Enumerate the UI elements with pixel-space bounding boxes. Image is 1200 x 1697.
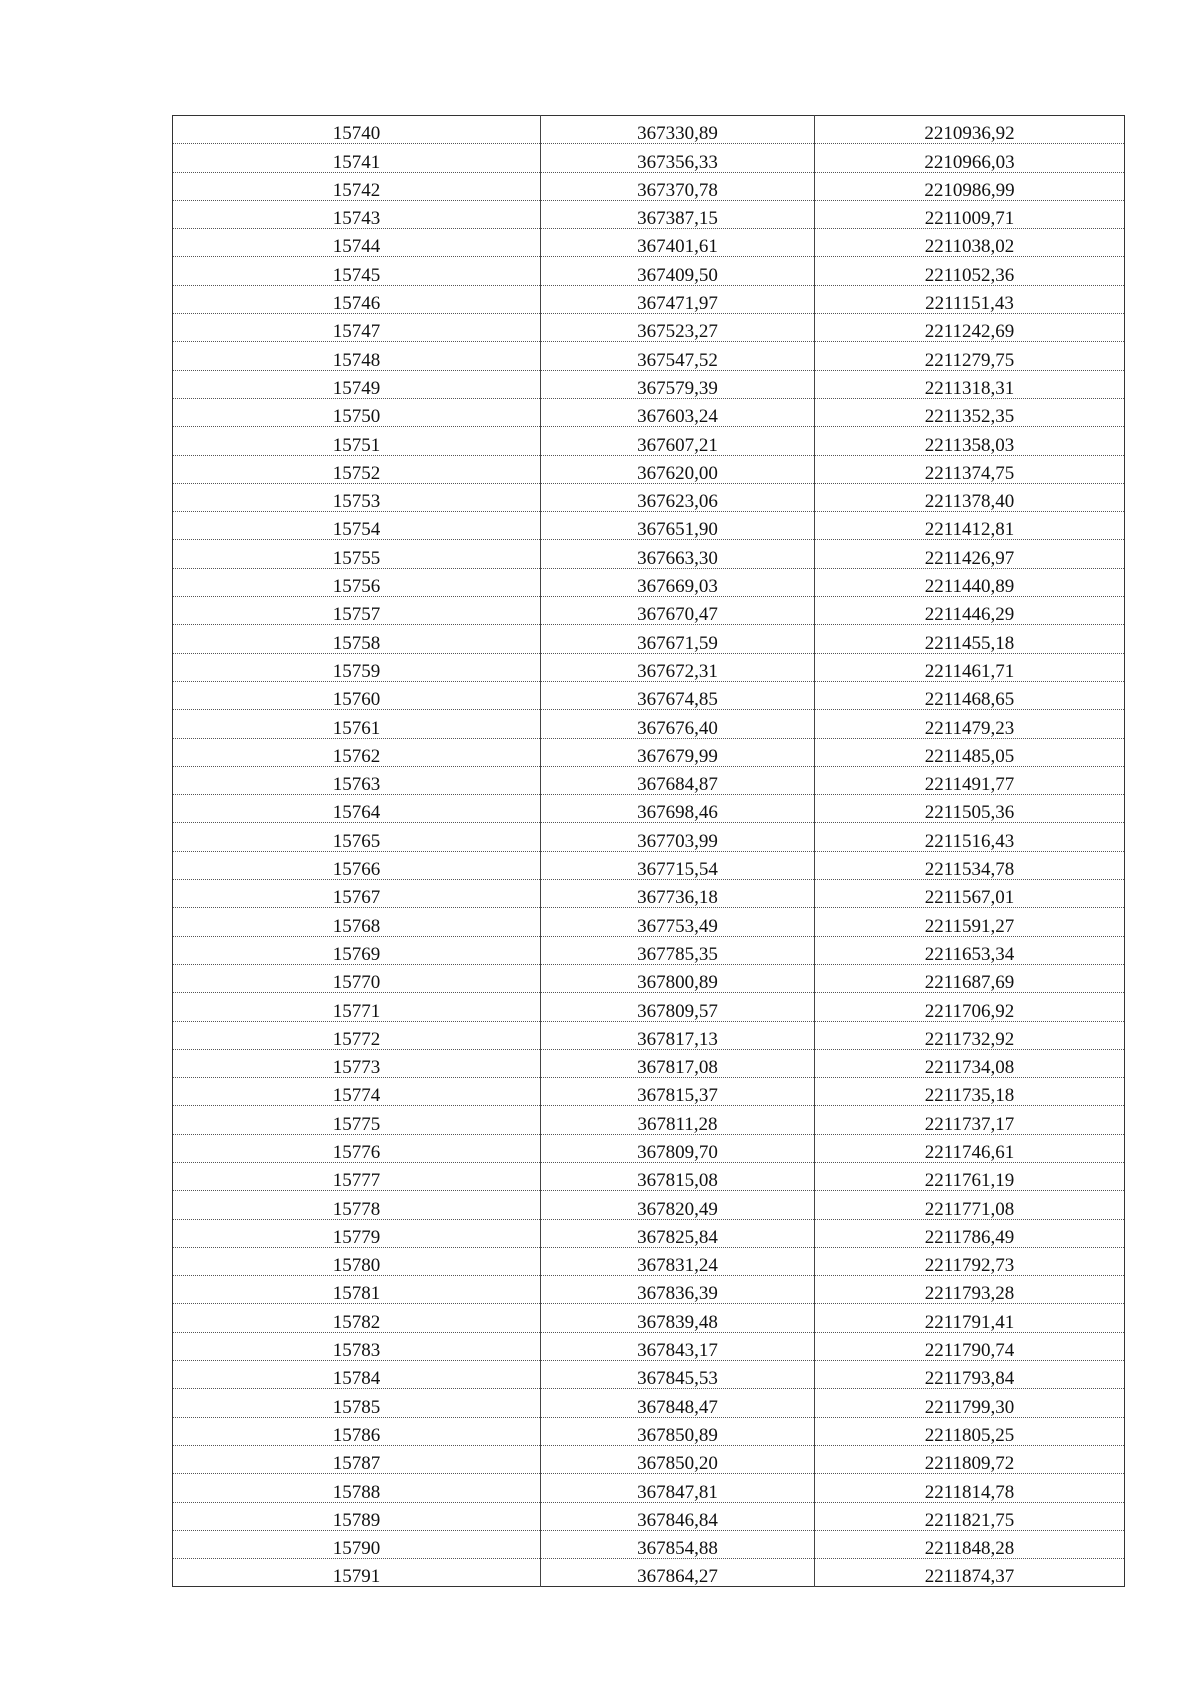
x-coordinate-cell: 367839,48 xyxy=(541,1304,815,1332)
table-row xyxy=(173,1078,1125,1106)
y-coordinate-cell: 2211653,34 xyxy=(815,936,1125,964)
y-coordinate-cell: 2211567,01 xyxy=(815,880,1125,908)
y-coordinate-cell: 2211805,25 xyxy=(815,1417,1125,1445)
x-coordinate-cell: 367607,21 xyxy=(541,427,815,455)
x-coordinate-cell: 367809,57 xyxy=(541,993,815,1021)
table-row xyxy=(173,936,1125,964)
table-row xyxy=(173,964,1125,992)
y-coordinate-cell: 2211534,78 xyxy=(815,851,1125,879)
point-number-cell: 15781 xyxy=(173,1276,541,1304)
point-number-cell: 15742 xyxy=(173,172,541,200)
point-number-cell: 15774 xyxy=(173,1078,541,1106)
y-coordinate-cell: 2211793,28 xyxy=(815,1276,1125,1304)
table-row xyxy=(173,342,1125,370)
y-coordinate-cell: 2211485,05 xyxy=(815,738,1125,766)
point-number-cell: 15779 xyxy=(173,1219,541,1247)
point-number-cell: 15791 xyxy=(332,1566,381,1587)
x-coordinate-cell: 367623,06 xyxy=(541,483,815,511)
table-row xyxy=(173,314,1125,342)
x-coordinate-cell: 367671,59 xyxy=(541,625,815,653)
x-coordinate-cell: 367825,84 xyxy=(541,1219,815,1247)
y-coordinate-cell: 2211799,30 xyxy=(815,1389,1125,1417)
point-number-cell: 15777 xyxy=(173,1162,541,1190)
x-coordinate-cell: 367620,00 xyxy=(541,455,815,483)
y-coordinate-cell: 2211516,43 xyxy=(815,823,1125,851)
table-row xyxy=(173,455,1125,483)
y-coordinate-cell: 2211052,36 xyxy=(815,257,1125,285)
coordinates-table-body xyxy=(173,116,1125,1587)
y-coordinate-cell: 2211505,36 xyxy=(815,795,1125,823)
y-coordinate-cell: 2211809,72 xyxy=(815,1445,1125,1473)
x-coordinate-cell: 367401,61 xyxy=(541,229,815,257)
point-number-cell: 15749 xyxy=(173,370,541,398)
x-coordinate-cell: 367703,99 xyxy=(541,823,815,851)
table-row xyxy=(173,1247,1125,1275)
y-coordinate-cell: 2211491,77 xyxy=(815,766,1125,794)
point-number-cell: 15790 xyxy=(173,1530,541,1558)
y-coordinate-cell: 2211746,61 xyxy=(815,1134,1125,1162)
x-coordinate-cell: 367846,84 xyxy=(541,1502,815,1530)
y-coordinate-cell: 2211242,69 xyxy=(815,314,1125,342)
point-number-cell: 15767 xyxy=(173,880,541,908)
table-row xyxy=(173,1162,1125,1190)
table-row xyxy=(173,823,1125,851)
table-row xyxy=(173,116,1125,144)
x-coordinate-cell: 367850,89 xyxy=(541,1417,815,1445)
point-number-cell: 15764 xyxy=(173,795,541,823)
x-coordinate-cell: 367809,70 xyxy=(541,1134,815,1162)
x-coordinate-cell: 367409,50 xyxy=(541,257,815,285)
y-coordinate-cell: 2211358,03 xyxy=(815,427,1125,455)
y-coordinate-cell: 2211374,75 xyxy=(815,455,1125,483)
table-row xyxy=(173,766,1125,794)
point-number-cell: 15783 xyxy=(173,1332,541,1360)
x-coordinate-cell: 367651,90 xyxy=(541,512,815,540)
table-row xyxy=(173,1049,1125,1077)
y-coordinate-cell: 2210936,92 xyxy=(815,116,1125,144)
x-coordinate-cell: 367864,27 xyxy=(541,1559,815,1587)
table-row xyxy=(173,1304,1125,1332)
table-row xyxy=(173,1191,1125,1219)
table-row xyxy=(173,625,1125,653)
x-coordinate-cell: 367850,20 xyxy=(541,1445,815,1473)
table-row xyxy=(173,738,1125,766)
point-number-cell: 15780 xyxy=(173,1247,541,1275)
x-coordinate-cell: 367471,97 xyxy=(541,285,815,313)
point-number-cell: 15775 xyxy=(173,1106,541,1134)
point-number-cell: 15759 xyxy=(173,653,541,681)
table-row xyxy=(173,172,1125,200)
x-coordinate-cell: 367815,37 xyxy=(541,1078,815,1106)
table-row xyxy=(173,568,1125,596)
point-number-cell: 15766 xyxy=(173,851,541,879)
x-coordinate-cell: 367547,52 xyxy=(541,342,815,370)
y-coordinate-cell: 2211732,92 xyxy=(815,1021,1125,1049)
point-number-cell: 15750 xyxy=(173,398,541,426)
x-coordinate-cell: 367672,31 xyxy=(541,653,815,681)
point-number-cell: 15745 xyxy=(173,257,541,285)
table-row xyxy=(173,1474,1125,1502)
x-coordinate-cell: 367817,13 xyxy=(541,1021,815,1049)
x-coordinate-cell: 367845,53 xyxy=(541,1361,815,1389)
point-number-cell: 15761 xyxy=(173,710,541,738)
x-coordinate-cell: 367800,89 xyxy=(541,964,815,992)
x-coordinate-cell: 367676,40 xyxy=(541,710,815,738)
table-row xyxy=(173,398,1125,426)
y-coordinate-cell: 2211352,35 xyxy=(815,398,1125,426)
x-coordinate-cell: 367603,24 xyxy=(541,398,815,426)
y-coordinate-cell: 2211792,73 xyxy=(815,1247,1125,1275)
point-number-cell: 15741 xyxy=(173,144,541,172)
table-row xyxy=(173,1219,1125,1247)
coordinates-table xyxy=(172,115,1125,1587)
y-coordinate-cell: 2211791,41 xyxy=(815,1304,1125,1332)
table-row xyxy=(173,427,1125,455)
x-coordinate-cell: 367815,08 xyxy=(541,1162,815,1190)
table-row xyxy=(173,908,1125,936)
x-coordinate-cell: 367330,89 xyxy=(541,116,815,144)
y-coordinate-cell: 2211479,23 xyxy=(815,710,1125,738)
point-number-cell: 15769 xyxy=(173,936,541,964)
table-row xyxy=(173,710,1125,738)
table-row xyxy=(173,1106,1125,1134)
x-coordinate-cell: 367669,03 xyxy=(541,568,815,596)
point-number-cell: 15763 xyxy=(173,766,541,794)
table-row xyxy=(173,257,1125,285)
y-coordinate-cell: 2211461,71 xyxy=(815,653,1125,681)
y-coordinate-cell: 2211038,02 xyxy=(815,229,1125,257)
y-coordinate-cell: 2211737,17 xyxy=(815,1106,1125,1134)
point-number-cell: 15748 xyxy=(173,342,541,370)
y-coordinate-cell: 2211735,18 xyxy=(815,1078,1125,1106)
y-coordinate-cell: 2211874,37 xyxy=(815,1559,1125,1587)
x-coordinate-cell: 367785,35 xyxy=(541,936,815,964)
y-coordinate-cell: 2211706,92 xyxy=(815,993,1125,1021)
table-row xyxy=(173,1502,1125,1530)
table-row xyxy=(173,1445,1125,1473)
y-coordinate-cell: 2211821,75 xyxy=(815,1502,1125,1530)
x-coordinate-cell: 367579,39 xyxy=(541,370,815,398)
y-coordinate-cell: 2211790,74 xyxy=(815,1332,1125,1360)
x-coordinate-cell: 367817,08 xyxy=(541,1049,815,1077)
table-row xyxy=(173,1530,1125,1558)
table-row xyxy=(173,144,1125,172)
table-row xyxy=(173,880,1125,908)
point-number-cell: 15787 xyxy=(173,1445,541,1473)
table-row xyxy=(173,483,1125,511)
y-coordinate-cell: 2211761,19 xyxy=(815,1162,1125,1190)
y-coordinate-cell: 2211412,81 xyxy=(815,512,1125,540)
point-number-cell: 15785 xyxy=(173,1389,541,1417)
point-number-cell: 15756 xyxy=(173,568,541,596)
y-coordinate-cell: 2210986,99 xyxy=(815,172,1125,200)
table-row xyxy=(173,681,1125,709)
y-coordinate-cell: 2211455,18 xyxy=(815,625,1125,653)
x-coordinate-cell: 367753,49 xyxy=(541,908,815,936)
table-row xyxy=(173,795,1125,823)
y-coordinate-cell: 2211734,08 xyxy=(815,1049,1125,1077)
table-row xyxy=(173,1021,1125,1049)
y-coordinate-cell: 2211318,31 xyxy=(815,370,1125,398)
table-row xyxy=(173,1332,1125,1360)
y-coordinate-cell: 2211279,75 xyxy=(815,342,1125,370)
point-number-cell: 15752 xyxy=(173,455,541,483)
x-coordinate-cell: 367370,78 xyxy=(541,172,815,200)
x-coordinate-cell: 367848,47 xyxy=(541,1389,815,1417)
table-row xyxy=(173,285,1125,313)
point-number-cell: 15788 xyxy=(173,1474,541,1502)
point-number-cell: 15740 xyxy=(173,116,541,144)
table-row xyxy=(173,540,1125,568)
point-number-cell: 15758 xyxy=(173,625,541,653)
table-row xyxy=(173,200,1125,228)
x-coordinate-cell: 367670,47 xyxy=(541,597,815,625)
point-number-cell: 15755 xyxy=(173,540,541,568)
point-number-cell: 15772 xyxy=(173,1021,541,1049)
point-number-cell: 15768 xyxy=(173,908,541,936)
table-row xyxy=(173,1361,1125,1389)
point-number-cell: 15773 xyxy=(173,1049,541,1077)
point-number-cell: 15754 xyxy=(173,512,541,540)
table-row xyxy=(173,370,1125,398)
y-coordinate-cell: 2211468,65 xyxy=(815,681,1125,709)
y-coordinate-cell: 2210966,03 xyxy=(815,144,1125,172)
point-number-cell: 15786 xyxy=(173,1417,541,1445)
table-row xyxy=(173,851,1125,879)
point-number-cell: 15789 xyxy=(173,1502,541,1530)
x-coordinate-cell: 367356,33 xyxy=(541,144,815,172)
y-coordinate-cell: 2211440,89 xyxy=(815,568,1125,596)
table-row xyxy=(173,653,1125,681)
point-number-cell: 15765 xyxy=(173,823,541,851)
y-coordinate-cell: 2211771,08 xyxy=(815,1191,1125,1219)
y-coordinate-cell: 2211426,97 xyxy=(815,540,1125,568)
y-coordinate-cell: 2211814,78 xyxy=(815,1474,1125,1502)
point-number-cell: 15776 xyxy=(173,1134,541,1162)
point-number-cell: 15743 xyxy=(173,200,541,228)
x-coordinate-cell: 367663,30 xyxy=(541,540,815,568)
x-coordinate-cell: 367715,54 xyxy=(541,851,815,879)
x-coordinate-cell: 367523,27 xyxy=(541,314,815,342)
x-coordinate-cell: 367674,85 xyxy=(541,681,815,709)
table-row xyxy=(173,1559,1125,1587)
table-row xyxy=(173,1417,1125,1445)
y-coordinate-cell: 2211591,27 xyxy=(815,908,1125,936)
x-coordinate-cell: 367811,28 xyxy=(541,1106,815,1134)
x-coordinate-cell: 367698,46 xyxy=(541,795,815,823)
point-number-cell: 15771 xyxy=(173,993,541,1021)
x-coordinate-cell: 367387,15 xyxy=(541,200,815,228)
table-row xyxy=(173,597,1125,625)
y-coordinate-cell: 2211786,49 xyxy=(815,1219,1125,1247)
point-number-cell: 15784 xyxy=(173,1361,541,1389)
x-coordinate-cell: 367847,81 xyxy=(541,1474,815,1502)
y-coordinate-cell: 2211687,69 xyxy=(815,964,1125,992)
table-row xyxy=(173,1134,1125,1162)
point-number-cell: 15757 xyxy=(173,597,541,625)
point-number-cell: 15747 xyxy=(173,314,541,342)
table-row xyxy=(173,229,1125,257)
x-coordinate-cell: 367836,39 xyxy=(541,1276,815,1304)
point-number-cell: 15782 xyxy=(173,1304,541,1332)
point-number-cell: 15751 xyxy=(173,427,541,455)
x-coordinate-cell: 367854,88 xyxy=(541,1530,815,1558)
y-coordinate-cell: 2211378,40 xyxy=(815,483,1125,511)
y-coordinate-cell: 2211793,84 xyxy=(815,1361,1125,1389)
y-coordinate-cell: 2211446,29 xyxy=(815,597,1125,625)
x-coordinate-cell: 367820,49 xyxy=(541,1191,815,1219)
point-number-cell: 15753 xyxy=(173,483,541,511)
table-row xyxy=(173,993,1125,1021)
x-coordinate-cell: 367679,99 xyxy=(541,738,815,766)
point-number-cell: 15770 xyxy=(173,964,541,992)
point-number-cell: 15744 xyxy=(173,229,541,257)
point-number-cell: 15746 xyxy=(173,285,541,313)
y-coordinate-cell: 2211848,28 xyxy=(815,1530,1125,1558)
point-number-cell: 15760 xyxy=(173,681,541,709)
x-coordinate-cell: 367843,17 xyxy=(541,1332,815,1360)
point-number-cell: 15762 xyxy=(173,738,541,766)
table-row xyxy=(173,1389,1125,1417)
table-row xyxy=(173,1276,1125,1304)
point-number-cell: 15778 xyxy=(173,1191,541,1219)
x-coordinate-cell: 367736,18 xyxy=(541,880,815,908)
y-coordinate-cell: 2211151,43 xyxy=(815,285,1125,313)
table-row xyxy=(173,512,1125,540)
y-coordinate-cell: 2211009,71 xyxy=(815,200,1125,228)
x-coordinate-cell: 367831,24 xyxy=(541,1247,815,1275)
x-coordinate-cell: 367684,87 xyxy=(541,766,815,794)
